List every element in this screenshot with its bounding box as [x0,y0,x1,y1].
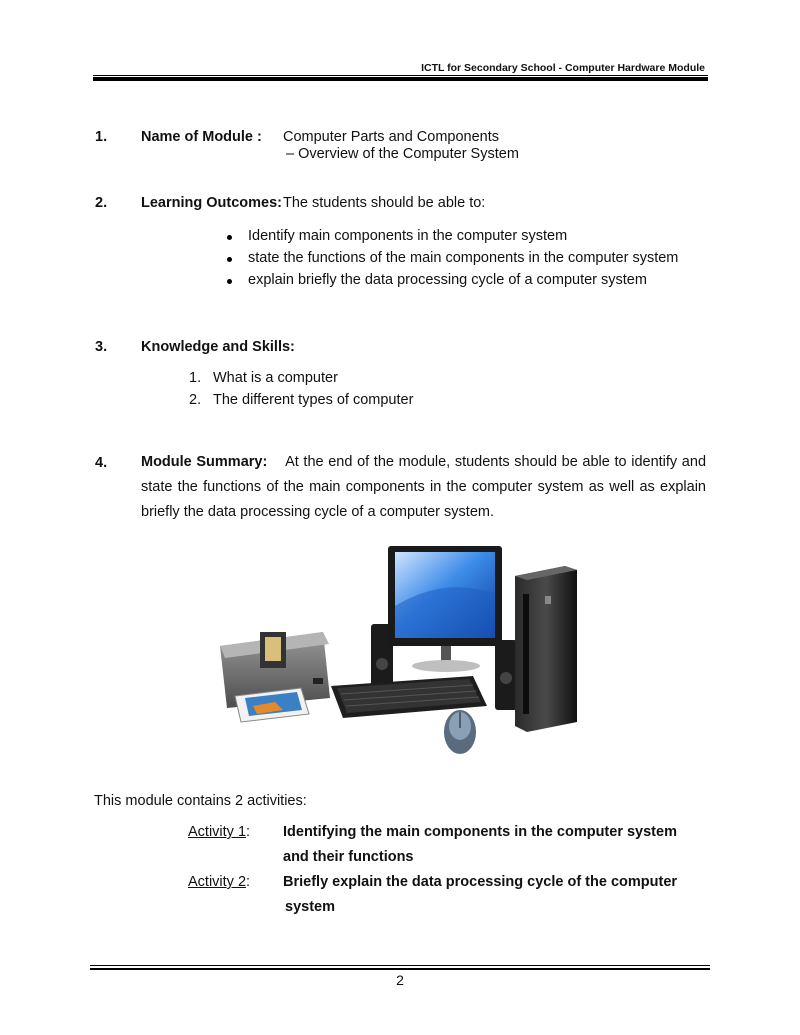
module-summary [141,450,706,525]
activity-1-line1: Identifying the main components in the computer system [283,824,677,840]
module-name-line2: – Overview of the Computer System [286,146,519,162]
list-item [189,370,413,386]
skills-list [189,370,413,414]
footer-rule-thin [90,965,710,966]
activity-1-label [188,823,250,841]
mouse-icon [444,710,476,754]
list-item-text: The different types of computer [213,392,414,408]
module-name-line1: Computer Parts and Components [283,129,499,145]
activity-2-colon: : [246,874,251,890]
section-4-number: 4. [95,455,108,471]
list-item: explain briefly the data processing cycle of a computer system [224,272,704,288]
summary-text: At the end of the module, students should be able to identify and state the functions of the main components in the computer system as well as explain briefly the data processing cycle of a computer system. [141,454,707,520]
activity-1-line2: and their functions [283,849,414,865]
activities-intro: This module contains 2 activities: [94,793,307,809]
section-2-label: Learning Outcomes: [141,195,282,211]
activity-2-link-text: Activity 2 [188,874,247,890]
list-item-text: What is a computer [213,370,338,386]
activity-2-title [283,870,677,920]
list-item-number: 1. [189,370,202,386]
header-rule [93,77,708,81]
activity-1-colon: : [246,824,251,840]
list-item [189,392,413,408]
section-3-number: 3. [95,339,108,355]
section-2-number: 2. [95,195,108,211]
section-4-label: Module Summary: [141,454,268,470]
header-rule-thin [93,75,708,76]
activity-2-line1: Briefly explain the data processing cycle of the computer [283,874,678,890]
computer-system-illustration [205,536,605,758]
list-item: Identify main components in the computer system [224,228,704,244]
outcomes-intro: The students should be able to: [283,195,486,211]
activity-1-link-text: Activity 1 [188,824,247,840]
list-item: state the functions of the main components in the computer system [224,250,704,266]
outcomes-list [224,228,704,294]
section-3-label: Knowledge and Skills: [141,339,295,355]
section-1-label: Name of Module : [141,129,262,145]
activity-1-title [283,820,677,870]
tower-icon [515,566,577,732]
list-item-number: 2. [189,392,202,408]
activity-2-label [188,873,250,891]
running-header: ICTL for Secondary School - Computer Hardware Module [421,62,705,74]
activity-2-line2: system [285,899,335,915]
footer-rule [90,968,710,970]
page-number: 2 [396,972,404,988]
speaker-icon [495,640,517,710]
section-1-number: 1. [95,129,108,145]
